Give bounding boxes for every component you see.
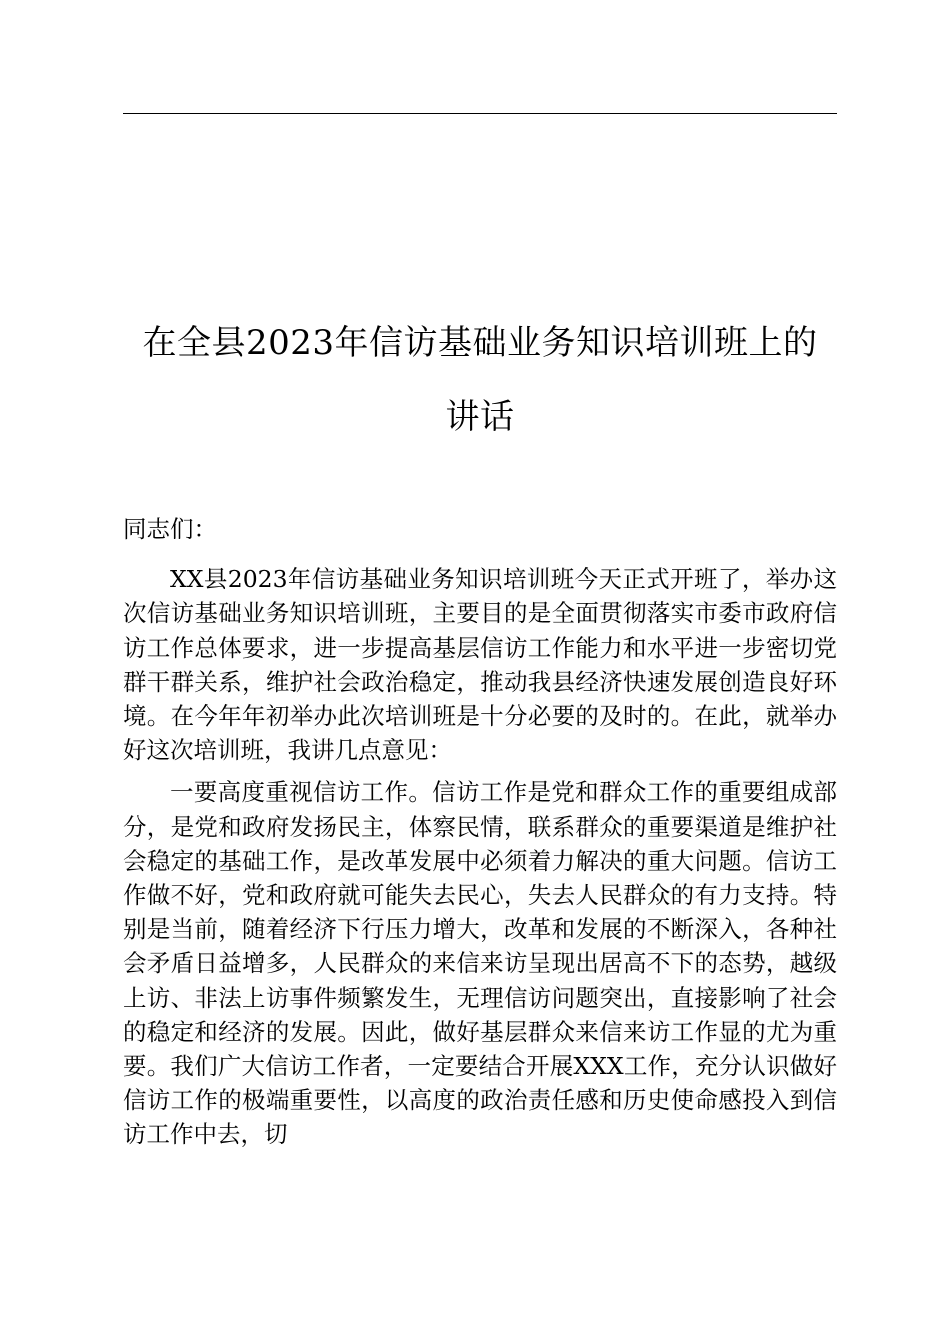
document-body — [123, 512, 837, 1160]
title-line-1: 在全县2023年信访基础业务知识培训班上的 — [142, 323, 818, 363]
paragraph-1: XX县2023年信访基础业务知识培训班今天正式开班了，举办这次信访基础业务知识培训班，主要目的是全面贯彻落实市委市政府信访工作总体要求，进一步提高基层信访工作能力和水平进一步密切党群干群关系，维护社会政治稳定，推动我县经济快速发展创造良好环境。在今年年初举办此次培训班是十分必要的及时的。在此，就举办好这次培训班，我讲几点意见： — [123, 565, 837, 765]
salutation: 同志们： — [123, 515, 217, 543]
document-title — [123, 306, 837, 454]
title-line-2: 讲话 — [445, 397, 515, 437]
header-rule — [123, 113, 837, 114]
paragraph-2: 一要高度重视信访工作。信访工作是党和群众工作的重要组成部分，是党和政府发扬民主，体察民情，联系群众的重要渠道是维护社会稳定的基础工作，是改革发展中必须着力解决的重大问题。信访工作做不好，党和政府就可能失去民心，失去人民群众的有力支持。特别是当前，随着经济下行压力增大，改革和发展的不断深入，各种社会矛盾日益增多，人民群众的来信来访呈现出居高不下的态势，越级上访、非法上访事件频繁发生，无理信访问题突出，直接影响了社会的稳定和经济的发展。因此，做好基层群众来信来访工作显的尤为重要。我们广大信访工作者，一定要结合开展XXX工作，充分认识做好信访工作的极端重要性，以高度的政治责任感和历史使命感投入到信访工作中去，切 — [123, 778, 837, 1149]
